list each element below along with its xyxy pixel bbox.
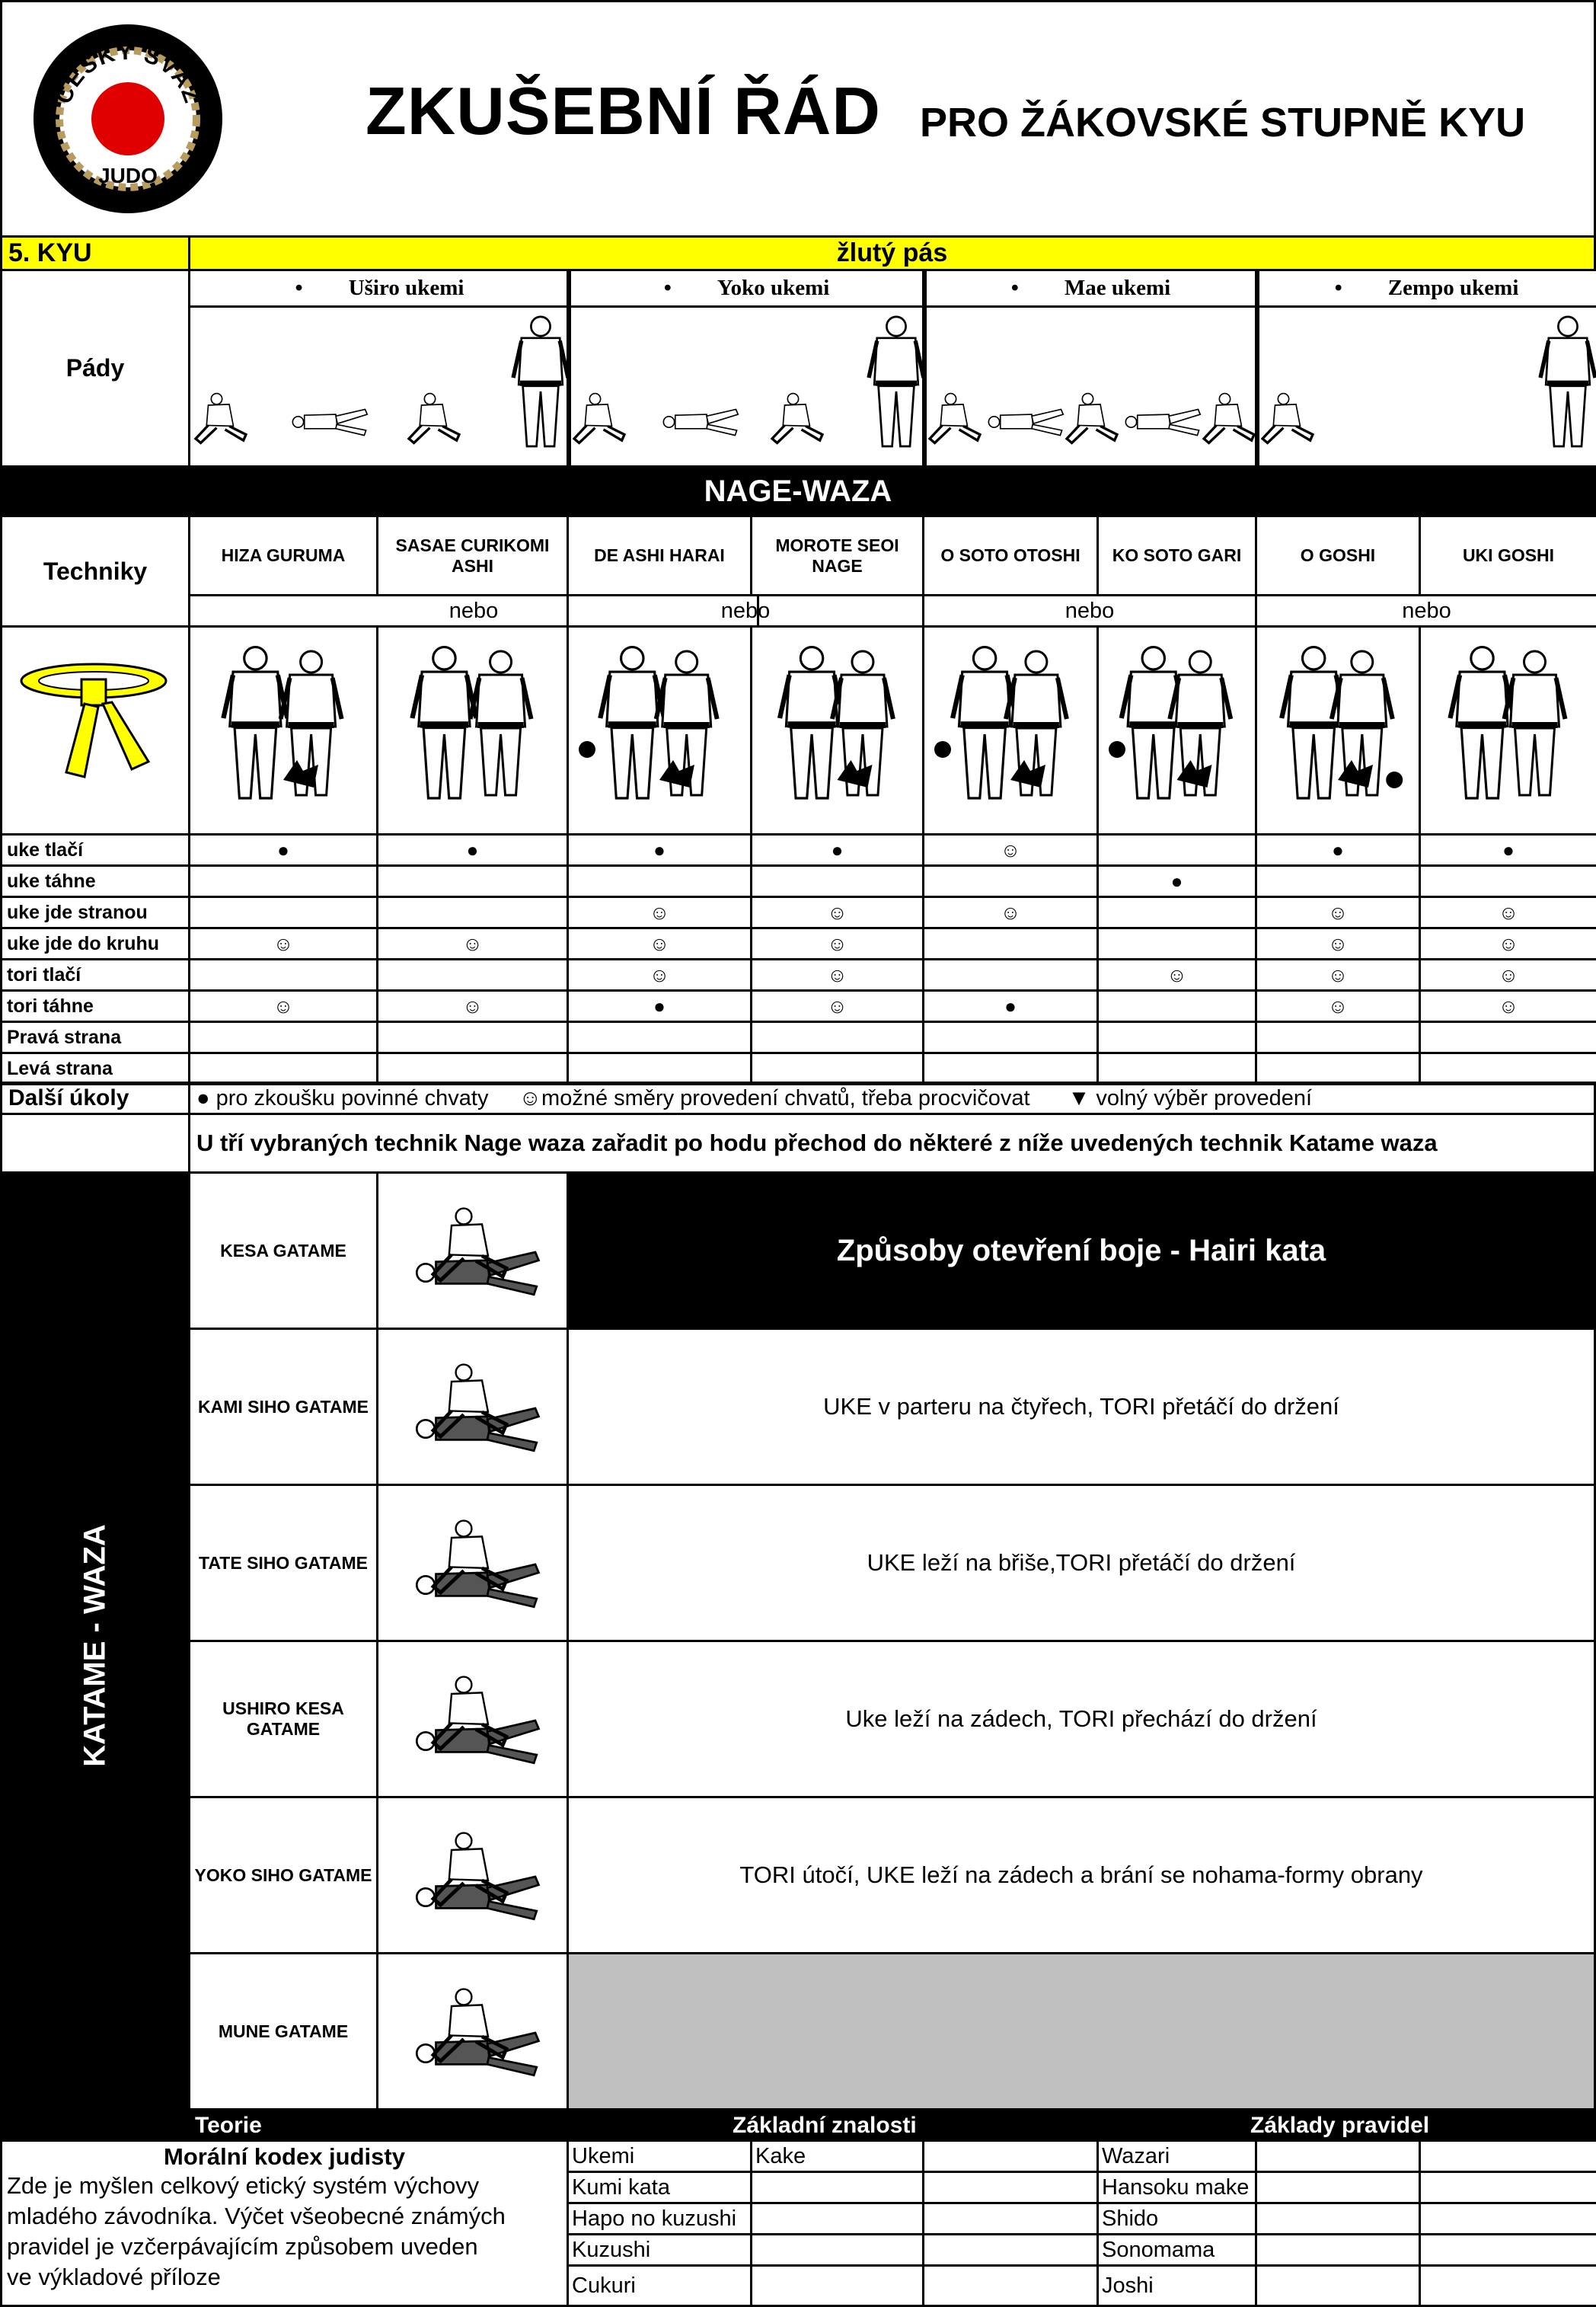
katame-description-5: TORI útočí, UKE leží na zádech a brání se nohama-formy obrany [567,1796,1596,1954]
kodex-line: Zde je myšlen celkový etický systém výchovy [7,2172,480,2199]
bottom-cell [1255,2139,1421,2173]
legend-free: ▼ volný výběr provedení [1068,1085,1313,1110]
znalosti-item: Cukuri [567,2264,752,2307]
bottom-cell [922,2139,1099,2173]
technique-name-2: SASAE CURIKOMI ASHI [376,515,569,596]
direction-mark [750,864,924,898]
katame-technique-5: YOKO SIHO GATAME [188,1796,378,1954]
direction-label-1: uke tlačí [0,833,190,867]
direction-mark: ☺ [1255,958,1421,992]
katame-illustration-5 [376,1796,569,1954]
bullet-icon: • [1010,276,1019,300]
direction-mark [188,1052,378,1085]
katame-technique-6: MUNE GATAME [188,1952,378,2110]
direction-mark: ☺ [1419,958,1596,992]
technique-illustration-5 [922,625,1099,836]
pady-header-3 [922,269,1259,308]
katame-illustration-3 [376,1484,569,1642]
kodex-line: mladého závodníka. Výčet všeobecné známých [7,2203,506,2229]
direction-label-3: uke jde stranou [0,896,190,929]
moralni-kodex-text [2,2171,567,2293]
direction-mark [567,1052,752,1085]
direction-mark [376,1052,569,1085]
technique-name-5: O SOTO OTOSHI [922,515,1099,596]
bottom-cell [1419,2202,1596,2235]
direction-mark [1419,1052,1596,1085]
katame-technique-3: TATE SIHO GATAME [188,1484,378,1642]
bottom-cell [1255,2264,1421,2307]
empty-cell [0,1113,190,1174]
direction-mark: ☺ [188,927,378,960]
zakladni-znalosti-header: Základní znalosti [733,2113,917,2138]
znalosti-item [750,2202,924,2235]
pravidla-item: Sonomama [1096,2233,1257,2267]
direction-mark: ☺ [750,896,924,929]
bottom-cell [1255,2233,1421,2267]
zaklady-pravidel-header: Základy pravidel [1250,2113,1430,2138]
direction-mark: ☺ [1419,989,1596,1023]
moralni-kodex-title: Morální kodex judisty [164,2143,405,2170]
belt-image-cell [0,625,190,836]
pravidla-item: Hansoku make [1096,2171,1257,2204]
bottom-cell [1419,2139,1596,2173]
direction-label-6: tori táhne [0,989,190,1023]
direction-mark [567,864,752,898]
kodex-line: ve výkladové příloze [7,2264,221,2290]
legend-row [188,1082,1596,1115]
direction-mark: ☺ [376,927,569,960]
direction-mark: ☺ [376,989,569,1023]
pady-illustration-2 [567,305,927,468]
legend-possible: ☺možné směry provedení chvatů, třeba procvičovat [519,1085,1030,1110]
direction-mark: ● [1419,833,1596,867]
direction-mark [376,864,569,898]
direction-mark: ● [376,833,569,867]
bottom-cell [1255,2202,1421,2235]
katame-description-2: UKE v parteru na čtyřech, TORI přetáčí do držení [567,1328,1596,1486]
direction-mark [188,1021,378,1054]
direction-mark [376,958,569,992]
technique-illustration-1 [188,625,378,836]
direction-mark [1255,1021,1421,1054]
direction-mark: ☺ [750,989,924,1023]
moralni-kodex-box [0,2139,569,2307]
teorie-header: Teorie [195,2113,262,2138]
direction-mark [750,1052,924,1085]
nage-waza-title: NAGE-WAZA [0,465,1596,517]
bottom-cell [1419,2264,1596,2307]
technique-illustration-6 [1096,625,1257,836]
direction-mark [1096,1052,1257,1085]
katame-instruction: U tří vybraných technik Nage waza zařadit po hodu přechod do některé z níže uvedených technik Katame waza [188,1113,1596,1174]
technique-illustration-2 [376,625,569,836]
katame-technique-1: KESA GATAME [188,1171,378,1330]
pady-header-1 [188,269,571,308]
pravidla-item: Wazari [1096,2139,1257,2173]
direction-mark [922,927,1099,960]
znalosti-item: Kuzushi [567,2233,752,2267]
direction-mark [1096,989,1257,1023]
bullet-icon: • [1334,276,1342,300]
katame-description-3: UKE leží na břiše,TORI přetáčí do držení [567,1484,1596,1642]
direction-mark: ☺ [1255,896,1421,929]
direction-mark [567,1021,752,1054]
znalosti-item: Kake [750,2139,924,2173]
legend-mandatory: ● pro zkoušku povinné chvaty [196,1085,489,1110]
direction-label-5: tori tlačí [0,958,190,992]
znalosti-item [750,2264,924,2307]
belt-color: žlutý pás [188,235,1596,271]
bottom-cell [922,2233,1099,2267]
technique-illustration-4 [750,625,924,836]
direction-label-4: uke jde do kruhu [0,927,190,960]
direction-mark: ☺ [567,896,752,929]
znalosti-item [750,2171,924,2204]
pady-header-2 [567,269,927,308]
direction-mark: ● [567,833,752,867]
znalosti-item: Hapo no kuzushi [567,2202,752,2235]
direction-mark [188,896,378,929]
pravidla-item: Shido [1096,2202,1257,2235]
direction-mark [1255,1052,1421,1085]
katame-description-6 [567,1952,1596,2110]
direction-mark: ☺ [750,958,924,992]
direction-mark [922,864,1099,898]
page-subtitle: PRO ŽÁKOVSKÉ STUPNĚ KYU [920,100,1526,145]
katame-illustration-2 [376,1328,569,1486]
direction-mark [188,958,378,992]
technique-name-8: UKI GOSHI [1419,515,1596,596]
direction-mark [922,958,1099,992]
page-title: ZKUŠEBNÍ ŘÁD [365,73,881,149]
znalosti-item: Ukemi [567,2139,752,2173]
direction-mark: ☺ [1419,927,1596,960]
direction-mark [922,1021,1099,1054]
technique-name-4: MOROTE SEOI NAGE [750,515,924,596]
pady-header-4 [1255,269,1596,308]
judo-logo [30,21,225,216]
katame-illustration-6 [376,1952,569,2110]
direction-mark: ● [1255,833,1421,867]
direction-mark: ☺ [1419,896,1596,929]
pady-illustration-3 [922,305,1259,468]
logo-bottom-text: JUDO [98,164,158,187]
pravidla-item: Joshi [1096,2264,1257,2307]
bottom-cell [1419,2233,1596,2267]
direction-label-7: Pravá strana [0,1021,190,1054]
direction-mark: ☺ [922,896,1099,929]
direction-mark [1096,896,1257,929]
kodex-line: pravidel je vzčerpávajícím způsobem uveden [7,2233,478,2260]
direction-mark [1096,833,1257,867]
katame-waza-label-wrap [0,1523,190,1767]
yellow-belt-icon [2,628,188,833]
direction-mark [1255,864,1421,898]
pady-label: Pády [0,269,190,468]
direction-mark [376,1021,569,1054]
dalsi-ukoly-label: Další úkoly [0,1082,190,1115]
pady-name: Mae ukemi [1064,276,1171,300]
bottom-cell [922,2264,1099,2307]
pady-illustration-1 [188,305,571,468]
direction-mark [376,896,569,929]
direction-mark: ● [1096,864,1257,898]
direction-mark [1096,1021,1257,1054]
technique-name-1: HIZA GURUMA [188,515,378,596]
pady-name: Yoko ukemi [717,276,830,300]
bottom-cell [1255,2171,1421,2204]
technique-illustration-7 [1255,625,1421,836]
bullet-icon: • [663,276,672,300]
direction-mark [1419,864,1596,898]
pady-name: Zempo ukemi [1387,276,1519,300]
pady-illustration-4 [1255,305,1596,468]
direction-mark [188,864,378,898]
direction-mark: ● [922,989,1099,1023]
znalosti-item: Kumi kata [567,2171,752,2204]
techniky-label: Techniky [0,515,190,628]
direction-mark: ☺ [1255,927,1421,960]
technique-name-3: DE ASHI HARAI [567,515,752,596]
direction-mark: ☺ [1096,958,1257,992]
pady-name: Uširo ukemi [348,276,464,300]
direction-mark: ● [188,833,378,867]
direction-mark [922,1052,1099,1085]
nebo-label-4: nebo [1255,594,1596,628]
direction-mark: ☺ [750,927,924,960]
technique-name-6: KO SOTO GARI [1096,515,1257,596]
katame-technique-4: USHIRO KESA GATAME [188,1640,378,1798]
bottom-cell [1419,2171,1596,2204]
direction-label-2: uke táhne [0,864,190,898]
nebo-label-1: nebo [188,594,759,628]
direction-mark: ☺ [922,833,1099,867]
nebo-label-3: nebo [922,594,1257,628]
direction-mark: ☺ [1255,989,1421,1023]
direction-mark [1419,1021,1596,1054]
katame-illustration-1 [376,1171,569,1330]
technique-illustration-8 [1419,625,1596,836]
katame-illustration-4 [376,1640,569,1798]
direction-mark [1096,927,1257,960]
direction-mark: ☺ [567,958,752,992]
bottom-cell [922,2202,1099,2235]
katame-description-4: Uke leží na zádech, TORI přechází do držení [567,1640,1596,1798]
katame-waza-label: KATAME - WAZA [78,1523,112,1767]
direction-mark: ☺ [567,927,752,960]
direction-label-8: Levá strana [0,1052,190,1085]
nebo-label-2: nebo [567,594,924,628]
direction-mark: ☺ [188,989,378,1023]
hairi-kata-title: Způsoby otevření boje - Hairi kata [567,1171,1596,1330]
logo-top-text: ČESKÝ SVAZ [50,39,206,107]
direction-mark: ● [750,833,924,867]
technique-name-7: O GOSHI [1255,515,1421,596]
bullet-icon: • [295,276,303,300]
znalosti-item [750,2233,924,2267]
technique-illustration-3 [567,625,752,836]
bottom-cell [922,2171,1099,2204]
direction-mark: ● [567,989,752,1023]
direction-mark [750,1021,924,1054]
katame-technique-2: KAMI SIHO GATAME [188,1328,378,1486]
kyu-level: 5. KYU [0,235,190,271]
